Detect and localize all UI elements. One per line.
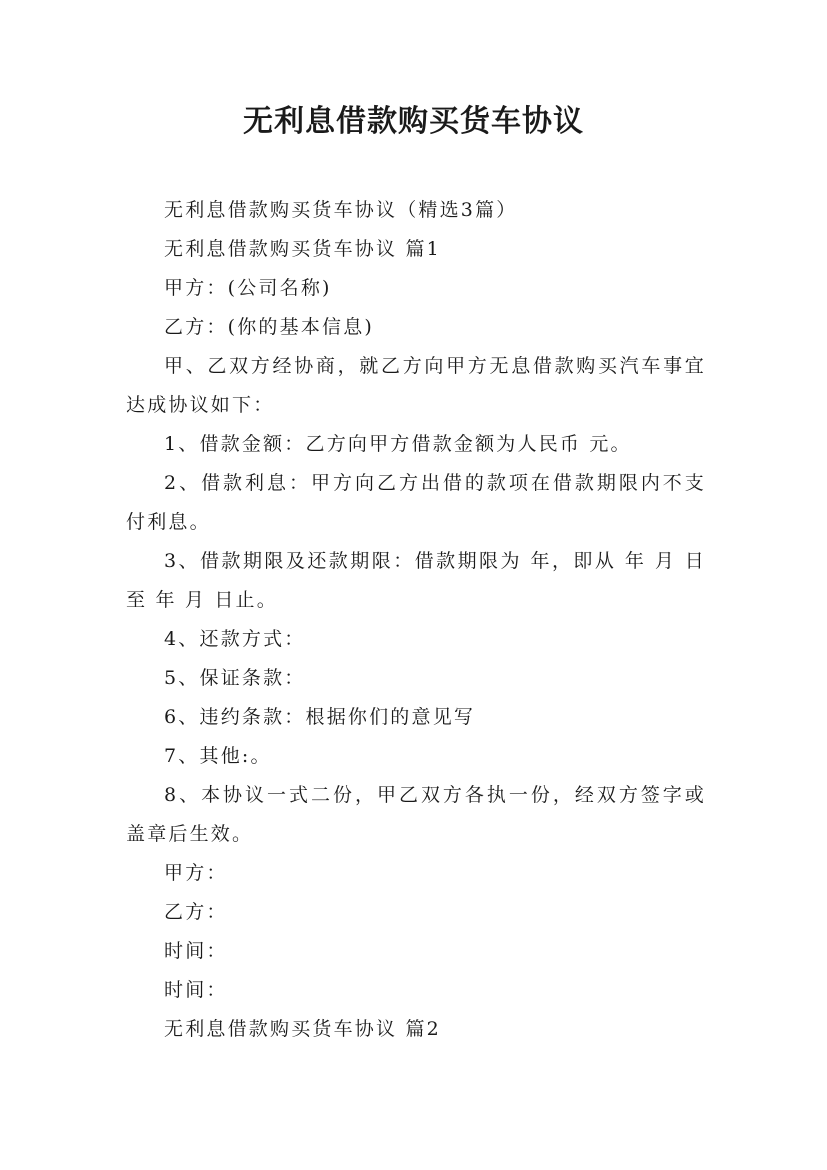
signature-party-a: 甲方： [164,862,228,884]
document-body [126,191,706,1049]
signature-date-2: 时间： [164,979,228,1001]
party-a-line: 甲方：(公司名称) [164,277,332,299]
agreement-preamble: 甲、乙双方经协商，就乙方向甲方无息借款购买汽车事宜达成协议如下： [126,355,706,416]
clause-6-breach: 6、违约条款：根据你们的意见写 [164,706,476,728]
document-title: 无利息借款购买货车协议 [243,104,584,139]
section-heading-1: 无利息借款购买货车协议 篇1 [164,238,441,260]
clause-1-amount: 1、借款金额：乙方向甲方借款金额为人民币 元。 [164,433,632,455]
clause-4-repayment: 4、还款方式： [164,628,306,650]
section-heading-2: 无利息借款购买货车协议 篇2 [164,1018,441,1040]
clause-3-term: 3、借款期限及还款期限：借款期限为 年，即从 年 月 日至 年 月 日止。 [126,550,706,611]
clause-7-other: 7、其他:。 [164,745,272,767]
signature-date-1: 时间： [164,940,228,962]
clause-8-copies: 8、本协议一式二份，甲乙双方各执一份，经双方签字或盖章后生效。 [126,784,706,845]
party-b-line: 乙方：(你的基本信息) [164,316,375,338]
intro-heading: 无利息借款购买货车协议（精选3篇） [164,199,518,221]
signature-party-b: 乙方： [164,901,228,923]
clause-2-interest: 2、借款利息：甲方向乙方出借的款项在借款期限内不支付利息。 [126,472,706,533]
clause-5-guarantee: 5、保证条款： [164,667,306,689]
